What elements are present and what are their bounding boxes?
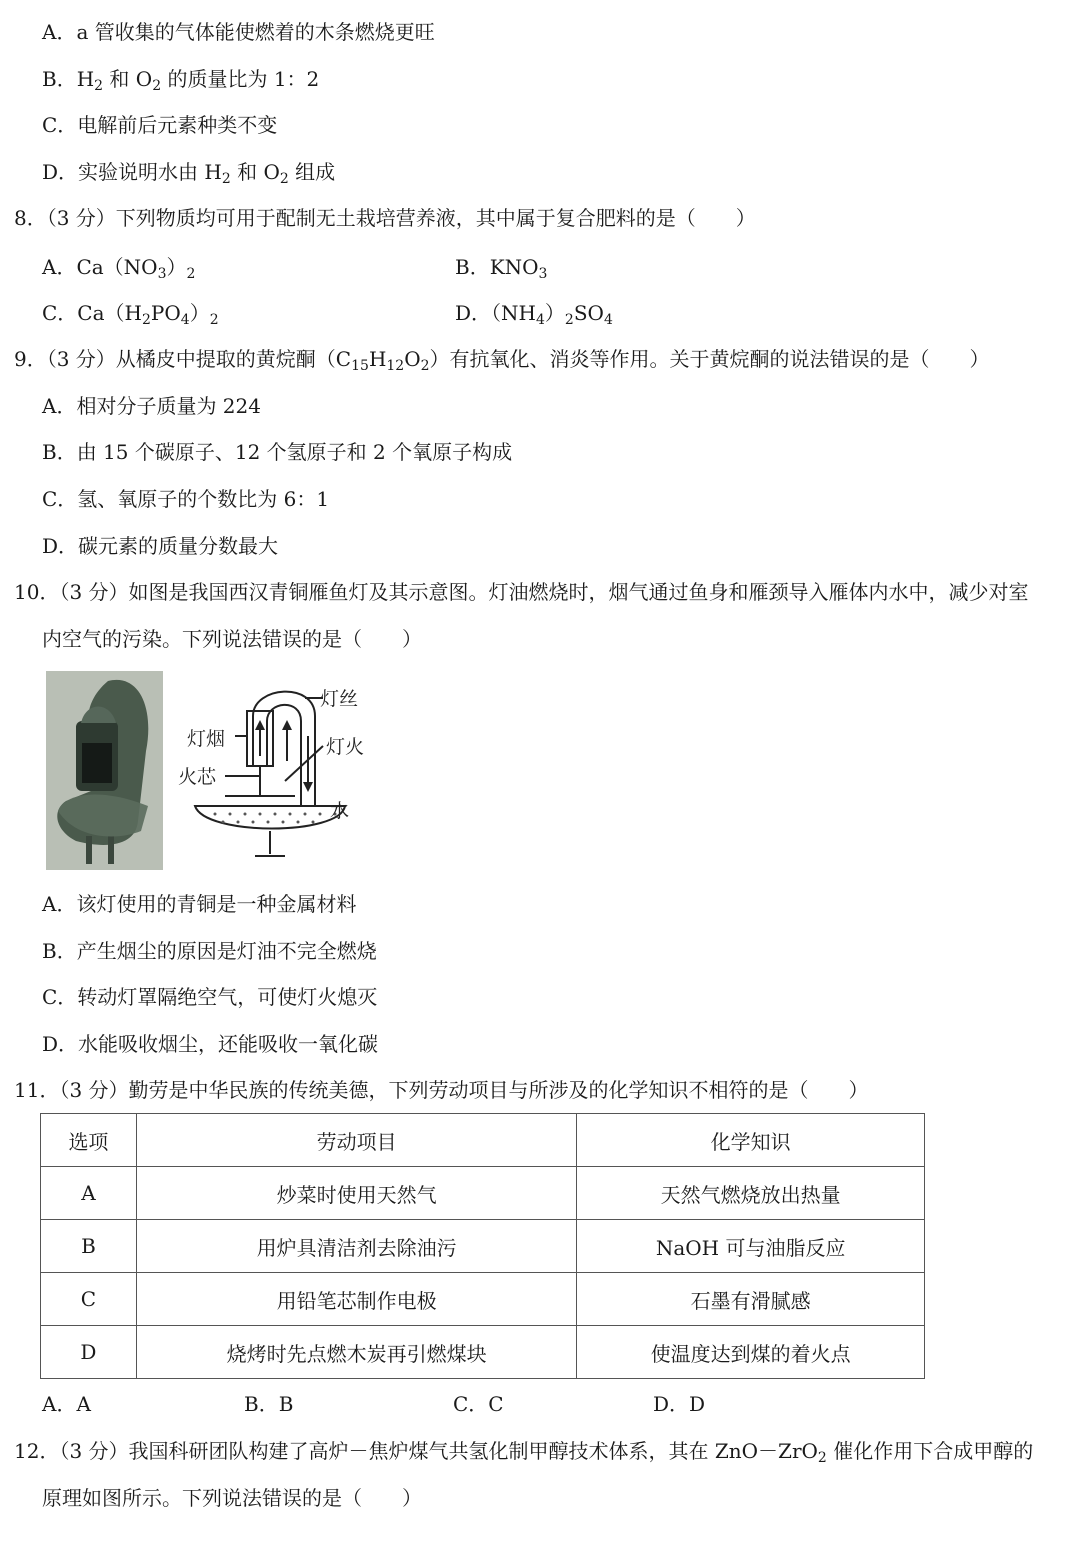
q8-option-d: D．$(NH_4)_2SO_4$: [455, 301, 613, 328]
table-cell: 石墨有滑腻感: [577, 1273, 925, 1326]
label-dengyan: 灯烟: [187, 728, 226, 750]
q8-option-a: A．$Ca(NO_3)_2$: [42, 255, 196, 282]
label-denghuo: 灯火: [326, 736, 365, 758]
q10-option-d: D．水能吸收烟尘，还能吸收一氧化碳: [42, 1032, 379, 1056]
table-header-cell: 选项: [41, 1114, 137, 1167]
label-dengsi: 灯丝: [320, 688, 359, 710]
table-cell: 使温度达到煤的着火点: [577, 1326, 925, 1379]
table-cell: 用炉具清洁剂去除油污: [136, 1220, 576, 1273]
q10-stem-line2: 内空气的污染。下列说法错误的是（ ）: [42, 627, 422, 651]
q9-stem: 9．（3 分）从橘皮中提取的黄烷酮$(C_{15}H_{12}O_2)$有抗氧化、消炎等作用。关于黄烷酮的说法错误的是（ ）: [14, 347, 990, 374]
q10-stem-line1: 10．（3 分）如图是我国西汉青铜雁鱼灯及其示意图。灯油燃烧时，烟气通过鱼身和雁颈导入雁体内水中，减少对室: [14, 580, 1029, 604]
labor-knowledge-table: [40, 1113, 925, 1379]
table-cell: C: [41, 1273, 137, 1326]
table-cell: D: [41, 1326, 137, 1379]
q9-option-b: B．由 15 个碳原子、12 个氢原子和 2 个氧原子构成: [42, 440, 513, 464]
q11-option-b: B．B: [244, 1392, 294, 1416]
q9-option-d: D．碳元素的质量分数最大: [42, 534, 279, 558]
q8-option-b: B．$KNO_3$: [455, 255, 548, 282]
table-header-cell: 劳动项目: [136, 1114, 576, 1167]
table-header-row: [41, 1114, 925, 1167]
table-cell: 用铅笔芯制作电极: [136, 1273, 576, 1326]
table-cell: NaOH 可与油脂反应: [577, 1220, 925, 1273]
table-cell: A: [41, 1167, 137, 1220]
q10-option-a: A．该灯使用的青铜是一种金属材料: [42, 892, 357, 916]
table-row: [41, 1326, 925, 1379]
q12-stem-line1: 12．（3 分）我国科研团队构建了高炉－焦炉煤气共氢化制甲醇技术体系，其在 ZnO－ZrO$_2$ 催化作用下合成甲醇的: [14, 1439, 1034, 1466]
q10-option-b: B．产生烟尘的原因是灯油不完全燃烧: [42, 939, 377, 963]
q7-option-b: B．$H_2$ 和 $O_2$ 的质量比为 1：2: [42, 67, 320, 94]
table-row: [41, 1273, 925, 1326]
label-shui: 水: [330, 800, 350, 822]
table-header-cell: 化学知识: [577, 1114, 925, 1167]
table-row: [41, 1167, 925, 1220]
q8-option-c: C．$Ca(H_2PO_4)_2$: [42, 301, 219, 328]
q7-option-d: D．实验说明水由 $H_2$ 和 $O_2$ 组成: [42, 160, 336, 187]
q7-option-a: A．a 管收集的气体能使燃着的木条燃烧更旺: [42, 20, 435, 44]
table-cell: B: [41, 1220, 137, 1273]
q11-option-d: D．D: [653, 1392, 706, 1416]
q12-stem-line2: 原理如图所示。下列说法错误的是（ ）: [42, 1486, 422, 1510]
table-cell: 炒菜时使用天然气: [136, 1167, 576, 1220]
q11-option-c: C．C: [453, 1392, 504, 1416]
q8-stem: 8．（3 分）下列物质均可用于配制无土栽培营养液，其中属于复合肥料的是（ ）: [14, 206, 756, 230]
label-huoxin: 火芯: [178, 766, 217, 788]
table-row: [41, 1220, 925, 1273]
q9-option-a: A．相对分子质量为 224: [42, 394, 261, 418]
q9-option-c: C．氢、氧原子的个数比为 6：1: [42, 487, 330, 511]
q10-option-c: C．转动灯罩隔绝空气，可使灯火熄灭: [42, 985, 378, 1009]
bronze-lamp-photo: [46, 671, 163, 870]
table-cell: 烧烤时先点燃木炭再引燃煤块: [136, 1326, 576, 1379]
q7-option-c: C．电解前后元素种类不变: [42, 113, 278, 137]
q11-stem: 11．（3 分）勤劳是中华民族的传统美德，下列劳动项目与所涉及的化学知识不相符的是（ ）: [14, 1078, 869, 1102]
q11-option-a: A．A: [42, 1392, 91, 1416]
table-cell: 天然气燃烧放出热量: [577, 1167, 925, 1220]
